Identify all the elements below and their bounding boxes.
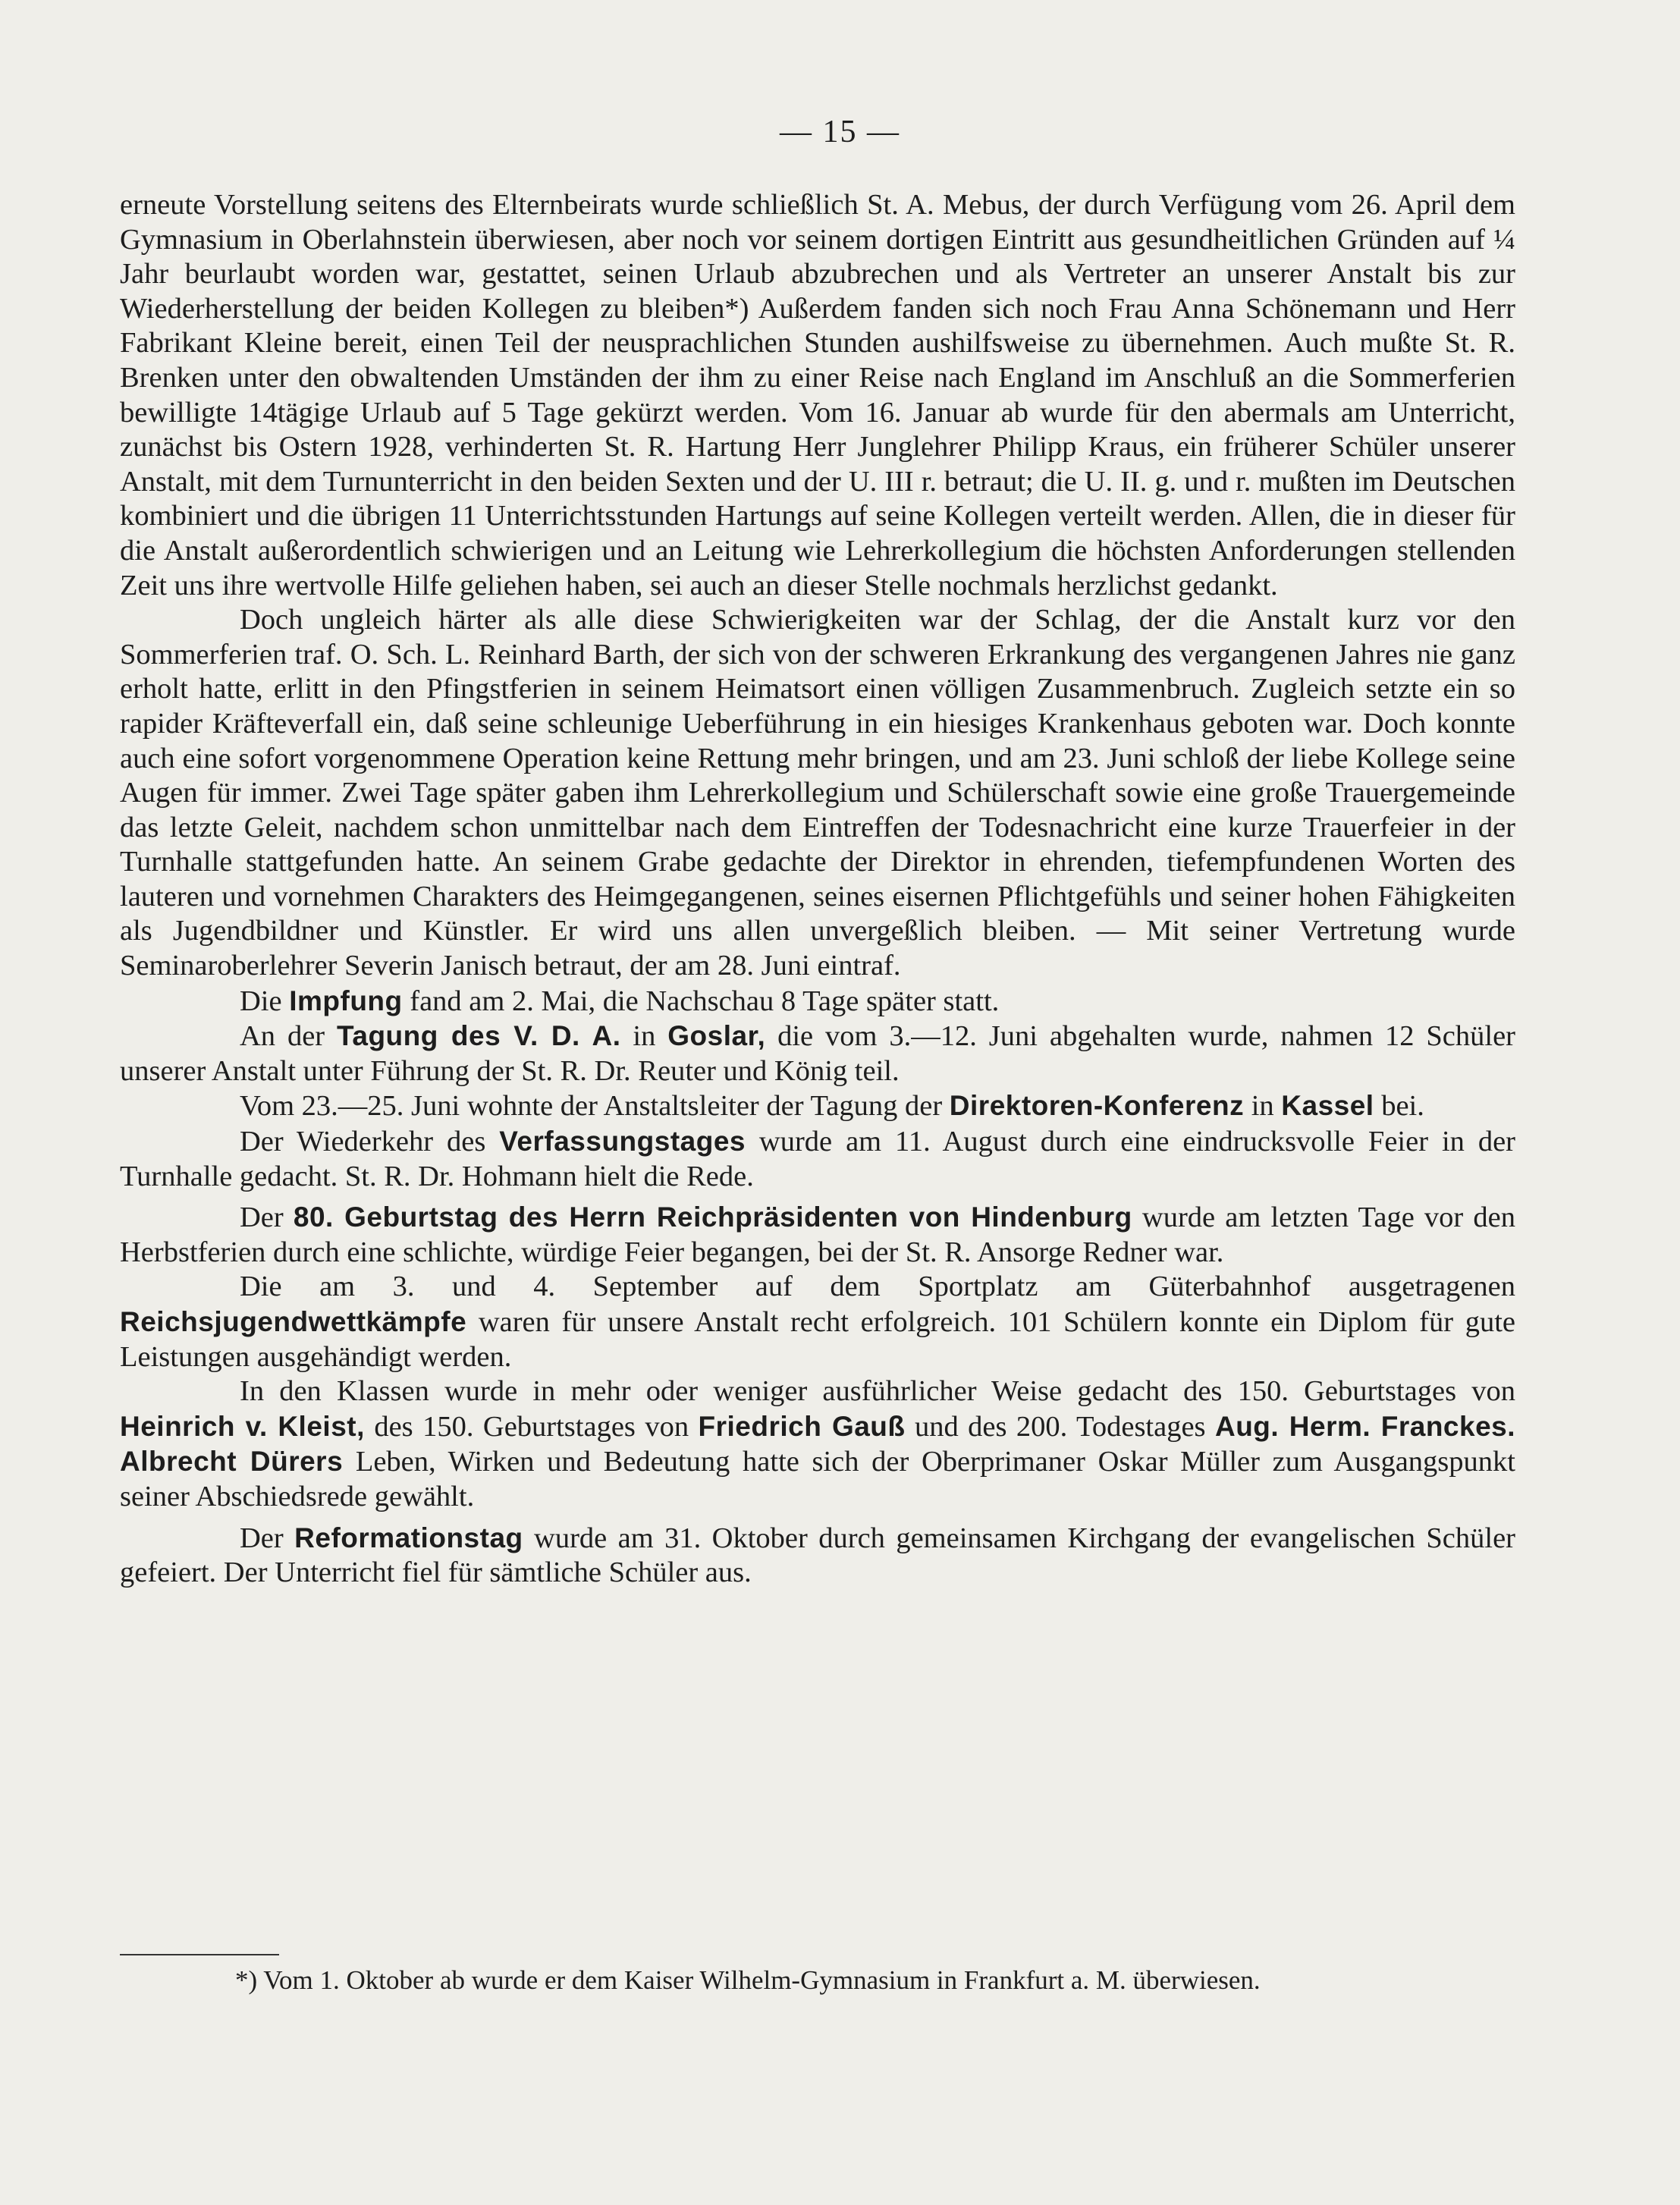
- emphasis-run: Kassel: [1281, 1090, 1374, 1122]
- paragraph: [120, 1200, 1515, 1270]
- text-run: erneute Vorstellung seitens des Elternbeirats wurde schließlich St. A. Mebus, der durch Verfügung vom 26. April dem Gymnasium in Oberlahnstein überwiesen, aber noch vor seinem dortigen Eintritt aus gesundheitlichen Gründen auf ¼ Jahr beurlaubt worden war, gestattet, seinen Urlaub abzubrechen und als Vertreter an unserer Anstalt bis zur Wiederherstellung der beiden Kollegen zu bleiben*) Außerdem fanden sich noch Frau Anna Schönemann und Herr Fabrikant Kleine bereit, einen Teil der neusprachlichen Stunden aushilfsweise zu übernehmen. Auch mußte St. R. Brenken unter den obwaltenden Umständen der ihm zu einer Reise nach England im Anschluß an die Sommerferien bewilligte 14tägige Urlaub auf 5 Tage gekürzt werden. Vom 16. Januar ab wurde für den abermals am Unterricht, zunächst bis Ostern 1928, verhinderten St. R. Hartung Herr Junglehrer Philipp Kraus, ein früherer Schüler unserer Anstalt, mit dem Turnunterricht in den beiden Sexten und der U. III r. betraut; die U. II. g. und r. mußten im Deutschen kombiniert und die übrigen 11 Unterrichtsstunden Hartungs auf seine Kollegen verteilt werden. Allen, die in dieser für die Anstalt außerordentlich schwierigen und an Leitung wie Lehrerkollegium die höchsten Anforderungen stellenden Zeit uns ihre wertvolle Hilfe geliehen haben, sei auch an dieser Stelle nochmals herzlichst gedankt.: [120, 189, 1515, 602]
- text-run: Die: [240, 985, 290, 1017]
- paragraph: [120, 1521, 1515, 1591]
- emphasis-run: Tagung des V. D. A.: [337, 1020, 621, 1052]
- emphasis-run: Goslar,: [667, 1020, 766, 1052]
- text-run: des 150. Geburtstages von: [364, 1410, 699, 1443]
- text-run: bei.: [1374, 1090, 1424, 1123]
- text-run: in: [1244, 1090, 1282, 1123]
- text-run: wurde am letzten Tage vor den Herbstferien durch eine schlichte, würdige Feier begangen, bei der St. R. Ansorge Redner war.: [120, 1201, 1515, 1268]
- text-run: Der: [240, 1522, 295, 1554]
- text-run: fand am 2. Mai, die Nachschau 8 Tage später statt.: [402, 985, 1000, 1017]
- footnote: *) Vom 1. Oktober ab wurde er dem Kaiser Wilhelm-Gymnasium in Frankfurt a. M. überwiesen.: [235, 1965, 1261, 1995]
- paragraph: [120, 1019, 1515, 1088]
- emphasis-run: Impfung: [289, 985, 403, 1016]
- text-run: Vom 23.—25. Juni wohnte der Anstaltsleiter der Tagung der: [240, 1090, 950, 1123]
- text-run: Der Wiederkehr des: [240, 1126, 500, 1158]
- text-run: Der: [240, 1201, 294, 1234]
- page-number: — 15 —: [780, 115, 900, 149]
- emphasis-run: Aug. Herm. Franckes.: [1214, 1410, 1516, 1442]
- text-run: Leben, Wirken und Bedeutung hatte sich der Oberprimaner Oskar Müller zum Ausgangspunkt seiner Abschiedsrede gewählt.: [120, 1446, 1515, 1512]
- text-run: In den Klassen wurde in mehr oder weniger ausführlicher Weise gedacht des 150. Geburtstages von: [240, 1375, 1515, 1408]
- text-run: die vom 3.—12. Juni abgehalten wurde, nahmen 12 Schüler unserer Anstalt unter Führung der St. R. Dr. Reuter und König teil.: [120, 1020, 1516, 1087]
- text-run: wurde am 11. August durch eine eindrucksvolle Feier in der Turnhalle gedacht. St. R. Dr. Hohmann hielt die Rede.: [120, 1126, 1515, 1192]
- paragraph: [120, 1124, 1515, 1194]
- text-run: Doch ungleich härter als alle diese Schwierigkeiten war der Schlag, der die Anstalt kurz vor den Sommerferien traf. O. Sch. L. Reinhard Barth, der sich von der schweren Erkrankung des vergangenen Jahres nie ganz erholt hatte, erlitt in den Pfingstferien in seinem Heimatsort einen völligen Zusammenbruch. Zugleich setzte ein so rapider Kräfteverfall ein, daß seine schleunige Ueberführung in ein hiesiges Krankenhaus geboten war. Doch konnte auch eine sofort vorgenommene Operation keine Rettung mehr bringen, und am 23. Juni schloß der liebe Kollege seine Augen für immer. Zwei Tage später gaben ihm Lehrerkollegium und Schülerschaft sowie eine große Trauergemeinde das letzte Geleit, nachdem schon unmittelbar nach dem Eintreffen der Todesnachricht eine kurze Trauerfeier in der Turnhalle stattgefunden hatte. An seinem Grabe gedachte der Direktor in ehrenden, tiefempfundenen Worten des lauteren und vornehmen Charakters des Heimgegangenen, seines eisernen Pflichtgefühls und seiner hohen Fähigkeiten als Jugendbildner und Künstler. Er wird uns allen unvergeßlich bleiben. — Mit seiner Vertretung wurde Seminaroberlehrer Severin Janisch betraut, der am 28. Juni eintraf.: [120, 604, 1515, 982]
- paragraph: [120, 188, 1515, 603]
- text-run: An der: [240, 1020, 338, 1053]
- emphasis-run: Direktoren-Konferenz: [949, 1090, 1245, 1122]
- body-text: [120, 188, 1515, 1591]
- emphasis-run: Friedrich Gauß: [698, 1410, 906, 1442]
- text-run: wurde am 31. Oktober durch gemeinsamen Kirchgang der evangelischen Schüler gefeiert. Der Unterricht fiel für sämtliche Schüler aus.: [120, 1522, 1515, 1589]
- emphasis-run: Verfassungstages: [499, 1126, 746, 1157]
- paragraph: [120, 603, 1515, 984]
- emphasis-run: 80. Geburtstag des Herrn Reichpräsidenten von Hindenburg: [293, 1201, 1132, 1233]
- emphasis-run: Heinrich v. Kleist,: [120, 1410, 365, 1442]
- footnote-divider: [120, 1954, 279, 1955]
- text-run: waren für unsere Anstalt recht erfolgreich. 101 Schülern konnte ein Diplom für gute Leistungen ausgehändigt werden.: [120, 1306, 1515, 1373]
- paragraph: [120, 1270, 1515, 1374]
- text-run: in: [620, 1020, 668, 1053]
- paragraph: [120, 1374, 1515, 1514]
- emphasis-run: Albrecht Dürers: [120, 1446, 344, 1478]
- emphasis-run: Reformationstag: [294, 1522, 523, 1553]
- text-run: Die am 3. und 4. September auf dem Sportplatz am Güterbahnhof ausgetragenen: [240, 1271, 1515, 1303]
- paragraph: [120, 984, 1515, 1019]
- emphasis-run: Reichsjugendwettkämpfe: [120, 1306, 467, 1337]
- text-run: und des 200. Todestages: [905, 1410, 1215, 1443]
- paragraph: [120, 1088, 1515, 1124]
